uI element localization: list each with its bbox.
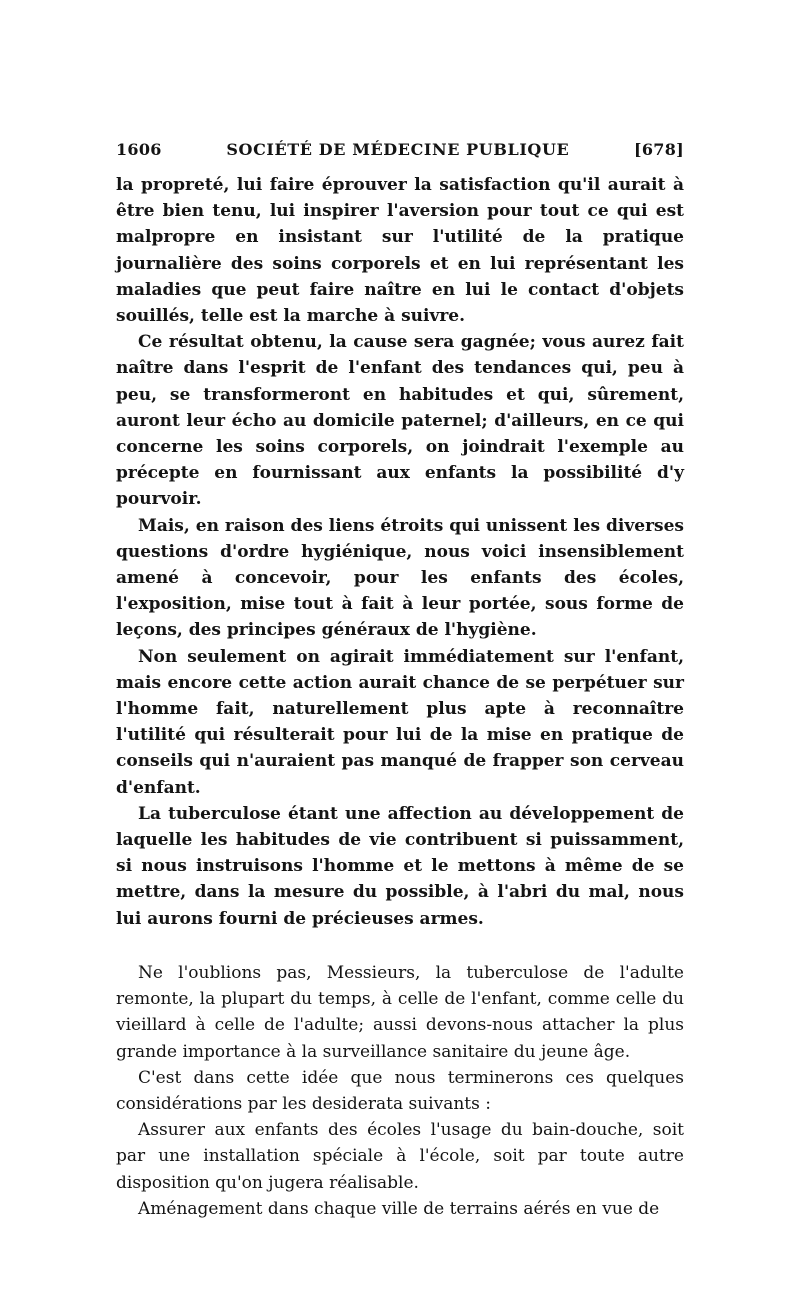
- paragraph: Ne l'oublions pas, Messieurs, la tuberculose de l'adulte remonte, la plupart du temps, à celle de l'enfant, comme celle du vieillard à celle de l'adulte; aussi devons-nous attacher la plus grande importance à la surveillance sanitaire du jeune âge.: [116, 962, 684, 1062]
- section-marker: [678]: [633, 140, 684, 159]
- page-number: 1606: [116, 140, 162, 159]
- paragraph: Mais, en raison des liens étroits qui unissent les diverses questions d'ordre hygiénique, nous voici insensiblement amené à concevoir, pour les enfants des écoles, l'exposition, mise tout à fait à leur portée, sous forme de leçons, des principes généraux de l'hygiène.: [116, 515, 684, 641]
- paragraph: C'est dans cette idée que nous terminerons ces quelques considérations par les desiderata suivants :: [116, 1067, 684, 1114]
- page-header: [116, 140, 684, 172]
- paragraph: La tuberculose étant une affection au développement de laquelle les habitudes de vie contribuent si puissamment, si nous instruisons l'homme et le mettons à même de se mettre, dans la mesure du possible, à l'abri du mal, nous lui aurons fourni de précieuses armes.: [116, 803, 684, 929]
- paragraph: Non seulement on agirait immédiatement sur l'enfant, mais encore cette action aurait chance de se perpétuer sur l'homme fait, naturellement plus apte à reconnaître l'utilité qui résulterait pour lui de la mise en pratique de conseils qui n'auraient pas manqué de frapper son cerveau d'enfant.: [116, 646, 684, 798]
- paragraph: la propreté, lui faire éprouver la satisfaction qu'il aurait à être bien tenu, lui inspirer l'aversion pour tout ce qui est malpropre en insistant sur l'utilité de la pratique journalière des soins corporels et en lui représentant les maladies que peut faire naître en lui le contact d'objets souillés, telle est la marche à suivre.: [116, 175, 684, 327]
- document-page: [116, 140, 684, 1222]
- paragraph: Assurer aux enfants des écoles l'usage du bain-douche, soit par une installation spéciale à l'école, soit par toute autre disposition qu'on jugera réalisable.: [116, 1120, 684, 1193]
- paragraph: Ce résultat obtenu, la cause sera gagnée; vous aurez fait naître dans l'esprit de l'enfant des tendances qui, peu à peu, se transformeront en habitudes et qui, sûrement, auront leur écho au domicile paternel; d'ailleurs, en ce qui concerne les soins corporels, on joindrait l'exemple au précepte en fournissant aux enfants la possibilité d'y pourvoir.: [116, 332, 684, 510]
- body-text: [116, 172, 684, 1222]
- paragraph: Aménagement dans chaque ville de terrains aérés en vue de: [138, 1198, 660, 1219]
- running-title: SOCIÉTÉ DE MÉDECINE PUBLIQUE: [226, 140, 570, 159]
